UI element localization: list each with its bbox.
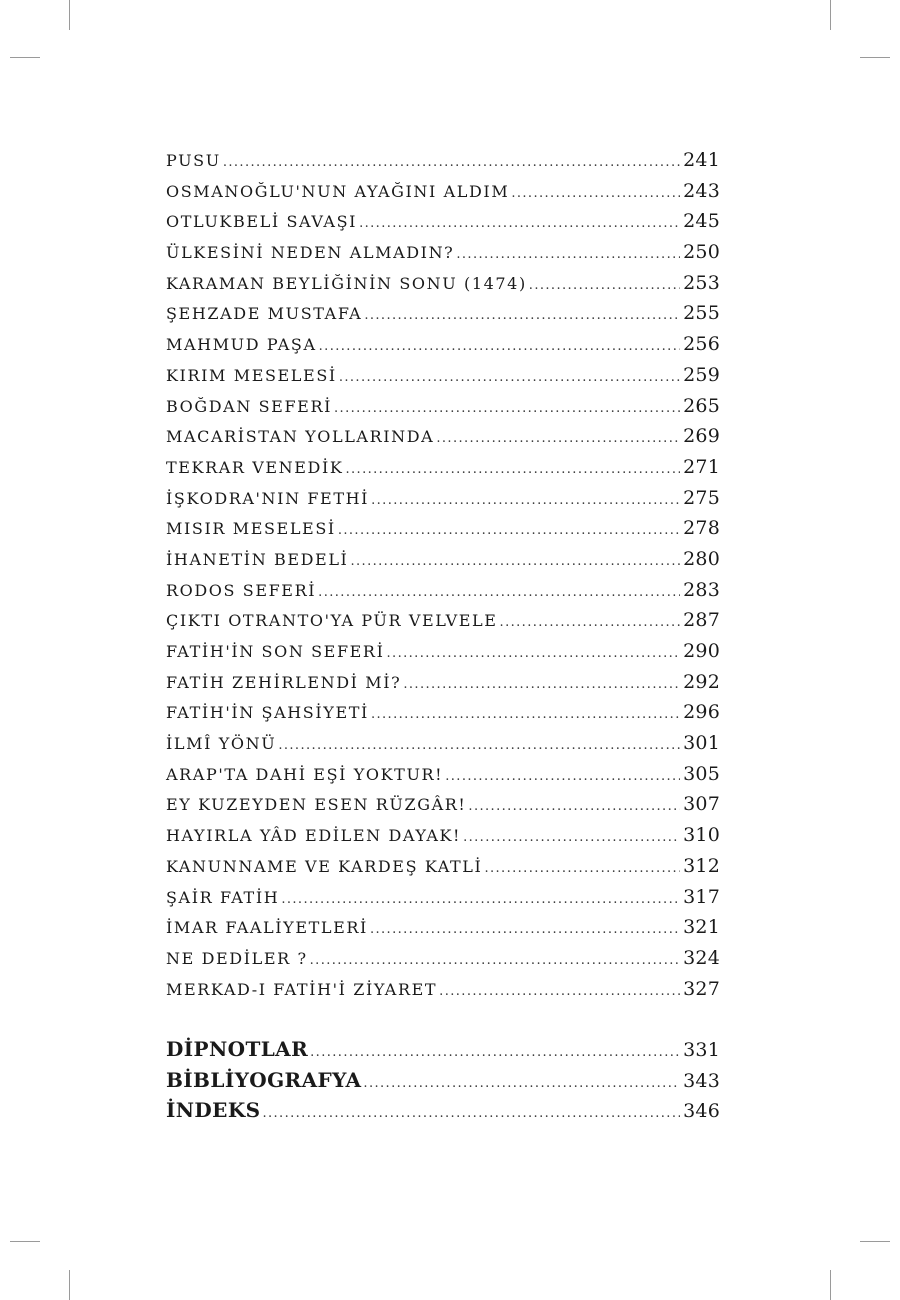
- toc-dot-leader: [319, 332, 680, 363]
- crop-mark-bottom-left-h: [10, 1241, 40, 1242]
- toc-entry: [166, 820, 720, 851]
- toc-entry-title: DİPNOTLAR: [166, 1037, 309, 1061]
- crop-mark-bottom-left: [69, 1270, 70, 1300]
- toc-entry-title: MACARİSTAN YOLLARINDA: [166, 427, 435, 447]
- toc-dot-leader: [436, 424, 680, 455]
- toc-entry-title: MERKAD-I FATİH'İ ZİYARET: [166, 979, 438, 999]
- toc-dot-leader: [387, 639, 681, 670]
- toc-entry-page: 250: [683, 241, 720, 264]
- toc-entry: [166, 298, 720, 329]
- toc-entry-page: 317: [683, 885, 720, 908]
- toc-entry: [166, 513, 720, 544]
- toc-entry: [166, 360, 720, 391]
- toc-entry-title: ARAP'TA DAHİ EŞİ YOKTUR!: [166, 764, 444, 784]
- toc-dot-leader: [350, 547, 680, 578]
- crop-mark-bottom-right-h: [860, 1241, 890, 1242]
- toc-entry-page: 255: [683, 302, 720, 325]
- toc-entry: [166, 943, 720, 974]
- toc-entry: [166, 912, 720, 943]
- toc-dot-leader: [359, 209, 680, 240]
- toc-entry-page: 343: [683, 1069, 720, 1092]
- toc-entry: [166, 452, 720, 483]
- toc-entry-title: BİBLİYOGRAFYA: [166, 1067, 362, 1092]
- crop-mark-top-left: [69, 0, 70, 30]
- toc-dot-leader: [363, 1069, 680, 1100]
- toc-entry-page: 305: [683, 762, 720, 785]
- toc-entry: [166, 1034, 720, 1065]
- toc-entry: [166, 697, 720, 728]
- crop-mark-top-right: [830, 0, 831, 30]
- toc-entry: [166, 544, 720, 575]
- toc-entry-page: 259: [683, 363, 720, 386]
- toc-entry-title: ÜLKESİNİ NEDEN ALMADIN?: [166, 243, 455, 263]
- toc-entry: [166, 237, 720, 268]
- toc-entry-title: İNDEKS: [166, 1098, 261, 1123]
- toc-dot-leader: [371, 486, 680, 517]
- toc-entry: [166, 483, 720, 514]
- table-of-contents: [166, 145, 720, 1004]
- toc-entry: [166, 882, 720, 913]
- toc-dot-leader: [345, 455, 680, 486]
- toc-dot-leader: [529, 271, 680, 302]
- toc-entry-page: 241: [683, 149, 720, 171]
- toc-entry-title: OTLUKBELİ SAVAŞI: [166, 212, 358, 232]
- toc-entry-title: FATİH ZEHİRLENDİ Mİ?: [166, 672, 402, 692]
- toc-dot-leader: [281, 885, 680, 916]
- toc-dot-leader: [310, 946, 680, 977]
- toc-entry-page: 243: [683, 179, 720, 202]
- toc-entry: [166, 145, 720, 176]
- toc-entry: [166, 391, 720, 422]
- toc-entry-page: 346: [683, 1100, 720, 1123]
- toc-entry-page: 245: [683, 210, 720, 233]
- toc-entry-title: KANUNNAME VE KARDEŞ KATLİ: [166, 856, 483, 876]
- toc-entry: [166, 176, 720, 207]
- toc-dot-leader: [371, 700, 680, 731]
- toc-entry-title: TEKRAR VENEDİK: [166, 457, 344, 477]
- toc-dot-leader: [278, 731, 680, 762]
- toc-entry-title: KIRIM MESELESİ: [166, 365, 337, 385]
- toc-entry-title: MISIR MESELESİ: [166, 519, 336, 539]
- crop-mark-top-left-h: [10, 57, 40, 58]
- toc-entry-page: 275: [683, 486, 720, 509]
- toc-entry-page: 296: [683, 701, 720, 724]
- toc-entry-page: 256: [683, 333, 720, 356]
- toc-dot-leader: [456, 240, 680, 271]
- toc-dot-leader: [439, 977, 680, 1008]
- crop-mark-top-right-h: [860, 57, 890, 58]
- toc-entry-page: 253: [683, 271, 720, 294]
- toc-dot-leader: [364, 301, 680, 332]
- toc-entry-title: İHANETİN BEDELİ: [166, 549, 349, 569]
- toc-entry-title: KARAMAN BEYLİĞİNİN SONU (1474): [166, 273, 527, 293]
- toc-entry-page: 287: [683, 609, 720, 632]
- toc-entry-page: 265: [683, 394, 720, 417]
- toc-entry: [166, 789, 720, 820]
- toc-dot-leader: [223, 148, 680, 179]
- toc-dot-leader: [500, 608, 681, 639]
- toc-entry: [166, 605, 720, 636]
- toc-entry-title: NE DEDİLER ?: [166, 948, 308, 968]
- toc-entry-page: 269: [683, 425, 720, 448]
- toc-entry: [166, 667, 720, 698]
- appendix-contents: [166, 1034, 720, 1126]
- toc-entry-title: HAYIRLA YÂD EDİLEN DAYAK!: [166, 826, 462, 846]
- toc-entry: [166, 329, 720, 360]
- toc-entry: [166, 636, 720, 667]
- crop-mark-bottom-right: [830, 1270, 831, 1300]
- toc-entry: [166, 728, 720, 759]
- toc-entry-title: BOĞDAN SEFERİ: [166, 396, 333, 416]
- toc-entry-page: 331: [683, 1039, 720, 1061]
- toc-entry-page: 321: [683, 916, 720, 939]
- toc-dot-leader: [445, 762, 680, 793]
- toc-entry-page: 278: [683, 517, 720, 540]
- toc-entry: [166, 851, 720, 882]
- toc-entry: [166, 759, 720, 790]
- toc-entry-title: FATİH'İN SON SEFERİ: [166, 642, 385, 661]
- toc-entry-title: ŞAİR FATİH: [166, 887, 280, 907]
- toc-entry-title: PUSU: [166, 151, 221, 170]
- toc-dot-leader: [463, 823, 680, 854]
- toc-entry-page: 271: [683, 455, 720, 478]
- toc-entry-page: 290: [683, 640, 720, 662]
- toc-entry-title: İLMÎ YÖNÜ: [166, 734, 277, 754]
- toc-entry-page: 327: [683, 977, 720, 1000]
- toc-dot-leader: [338, 516, 680, 547]
- toc-dot-leader: [310, 1038, 680, 1069]
- toc-entry-title: MAHMUD PAŞA: [166, 335, 317, 355]
- toc-entry: [166, 1065, 720, 1096]
- toc-entry-page: 301: [683, 732, 720, 755]
- toc-entry-title: RODOS SEFERİ: [166, 580, 317, 600]
- toc-entry-page: 310: [683, 824, 720, 847]
- toc-dot-leader: [370, 915, 680, 946]
- toc-dot-leader: [339, 363, 680, 394]
- toc-entry: [166, 575, 720, 606]
- toc-entry-page: 307: [683, 793, 720, 816]
- toc-entry-title: ÇIKTI OTRANTO'YA PÜR VELVELE: [166, 611, 498, 631]
- toc-entry-title: İŞKODRA'NIN FETHİ: [166, 488, 370, 508]
- toc-entry-page: 280: [683, 547, 720, 570]
- toc-dot-leader: [334, 394, 680, 425]
- toc-entry-page: 312: [683, 854, 720, 877]
- toc-entry-title: İMAR FAALİYETLERİ: [166, 918, 368, 938]
- toc-entry-title: EY KUZEYDEN ESEN RÜZGÂR!: [166, 795, 467, 815]
- toc-dot-leader: [484, 854, 680, 885]
- toc-entry: [166, 421, 720, 452]
- toc-dot-leader: [262, 1099, 680, 1130]
- toc-entry: [166, 974, 720, 1005]
- toc-entry: [166, 206, 720, 237]
- toc-entry-title: FATİH'İN ŞAHSİYETİ: [166, 703, 369, 723]
- toc-entry: [166, 1095, 720, 1126]
- toc-entry-page: 283: [683, 578, 720, 601]
- toc-dot-leader: [318, 578, 680, 609]
- toc-dot-leader: [403, 670, 680, 701]
- toc-entry-page: 324: [683, 946, 720, 969]
- toc-dot-leader: [511, 179, 680, 210]
- toc-entry: [166, 268, 720, 299]
- toc-entry-title: OSMANOĞLU'NUN AYAĞINI ALDIM: [166, 181, 510, 201]
- toc-dot-leader: [468, 792, 680, 823]
- toc-entry-page: 292: [683, 670, 720, 693]
- toc-entry-title: ŞEHZADE MUSTAFA: [166, 304, 363, 324]
